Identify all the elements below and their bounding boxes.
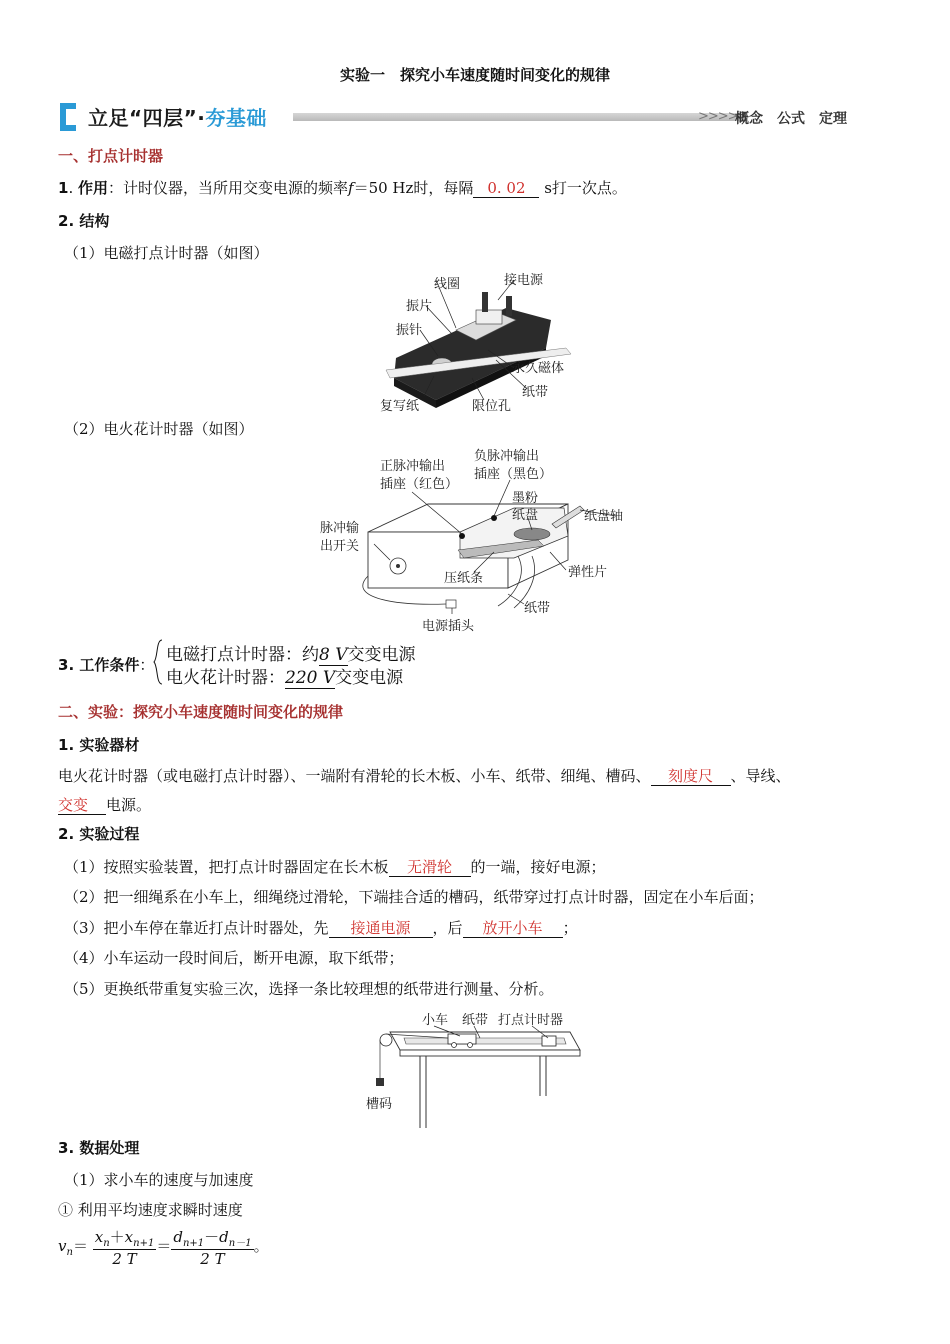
apparatus-figure [364, 1010, 584, 1132]
label-tape: 纸带 [522, 385, 549, 400]
section-banner [58, 101, 868, 137]
fraction-1: $\frac{x_n+x_{n+1}}{2 T}$ [94, 1228, 155, 1268]
label-spring: 弹性片 [568, 565, 608, 580]
label-negative-pulse: 负脉冲输出 [474, 449, 540, 464]
item-data-heading: 3. 数据处理 [58, 1139, 140, 1157]
blank-no-pulley: 无滑轮 [389, 858, 471, 877]
velocity-formula: $v_n=$ $\frac{x_n+x_{n+1}}{2 T}$ ＝ $\frac{d_{n+1}-d_{n-1}}{2 T}$ 。 [58, 1228, 269, 1268]
blank-ruler: 刻度尺 [651, 767, 731, 786]
label-press-strip: 压纸条 [444, 571, 484, 586]
step1: （1）按照实验装置，把打点计时器固定在长木板 无滑轮 的一端，接好电源； [64, 858, 606, 876]
spark-timer-figure [318, 446, 658, 636]
step5: （5）更换纸带重复实验三次，选择一条比较理想的纸带进行测量、分析。 [64, 980, 554, 998]
blank-interval: 0. 02 [473, 179, 539, 198]
fraction-2: $\frac{d_{n+1}-d_{n-1}}{2 T}$ [173, 1228, 252, 1268]
step2: （2）把一细绳系在小车上，细绳绕过滑轮，下端挂合适的槽码，纸带穿过打点计时器，固定在小车后面； [64, 888, 764, 906]
step3: （3）把小车停在靠近打点计时器处，先 接通电源 ，后 放开小车 ； [64, 919, 578, 937]
label-coil: 线圈 [434, 277, 461, 292]
label-pulse-switch-1: 脉冲输 [320, 521, 360, 536]
label-plug: 电源插头 [422, 619, 475, 634]
label-disk-shaft: 纸盘轴 [584, 509, 624, 524]
label-negative-socket: 插座（黑色） [474, 467, 553, 482]
label-carbon-paper: 复写纸 [380, 399, 420, 414]
blank-power-on: 接通电源 [329, 919, 433, 938]
condition-electromagnetic: 电磁打点计时器：约8 V交变电源 [166, 645, 416, 665]
data-sub1: （1）求小车的速度与加速度 [64, 1171, 254, 1189]
equipment-line2: 交变 电源。 [58, 796, 152, 814]
section1-heading: 一、打点计时器 [58, 147, 164, 165]
label-positive-socket: 插座（红色） [380, 477, 459, 492]
label-magnet: 永久磁体 [512, 361, 565, 376]
blank-release-car: 放开小车 [463, 919, 563, 938]
equipment-line1: 电火花计时器（或电磁打点计时器）、一端附有滑轮的长木板、小车、纸带、细绳、槽码、 刻度尺 、导线、 [58, 767, 791, 785]
label-tape2: 纸带 [524, 601, 551, 616]
label-pulse-switch-2: 出开关 [320, 539, 360, 554]
sub-spark: （2）电火花计时器（如图） [64, 420, 254, 438]
label-timer: 打点计时器 [498, 1013, 564, 1028]
item2-structure: 2. 结构 [58, 212, 110, 230]
banner-arrows: >>>> [698, 109, 738, 124]
brace-icon [152, 638, 164, 686]
banner-corner-icon [58, 101, 80, 133]
section2-heading: 二、实验：探究小车速度随时间变化的规律 [58, 703, 344, 721]
item-procedure-heading: 2. 实验过程 [58, 825, 140, 843]
banner-bar [293, 113, 748, 121]
blank-ac: 交变 [58, 796, 106, 815]
label-needle: 振针 [396, 323, 423, 338]
data-sub1a: ① 利用平均速度求瞬时速度 [58, 1201, 243, 1219]
label-weight: 槽码 [366, 1097, 393, 1112]
page-title: 实验一 探究小车速度随时间变化的规律 [339, 66, 610, 84]
banner-title: 立足“四层”·夯基础 [88, 106, 267, 130]
label-car: 小车 [422, 1013, 449, 1028]
item-equipment-heading: 1. 实验器材 [58, 736, 140, 754]
label-positive-pulse: 正脉冲输出 [380, 459, 446, 474]
item1-function: 1. 作用：计时仪器，当所用交变电源的频率f＝50 Hz时，每隔 0. 02 s打一次点。 [58, 179, 627, 197]
sub-electromagnetic: （1）电磁打点计时器（如图） [64, 244, 269, 262]
item3-conditions-label: 3. 工作条件： [58, 656, 155, 674]
step4: （4）小车运动一段时间后，断开电源，取下纸带； [64, 949, 404, 967]
electromagnetic-timer-figure [376, 268, 586, 416]
label-power: 接电源 [504, 273, 544, 288]
label-tape3: 纸带 [462, 1013, 489, 1028]
label-toner: 墨粉 [512, 491, 539, 506]
condition-spark: 电火花计时器：220 V交变电源 [166, 668, 404, 688]
label-limit-hole: 限位孔 [472, 399, 512, 414]
label-paper-disk: 纸盘 [512, 508, 539, 523]
label-vibrator: 振片 [406, 299, 433, 314]
banner-keywords: 概念 公式 定理 [735, 111, 847, 127]
